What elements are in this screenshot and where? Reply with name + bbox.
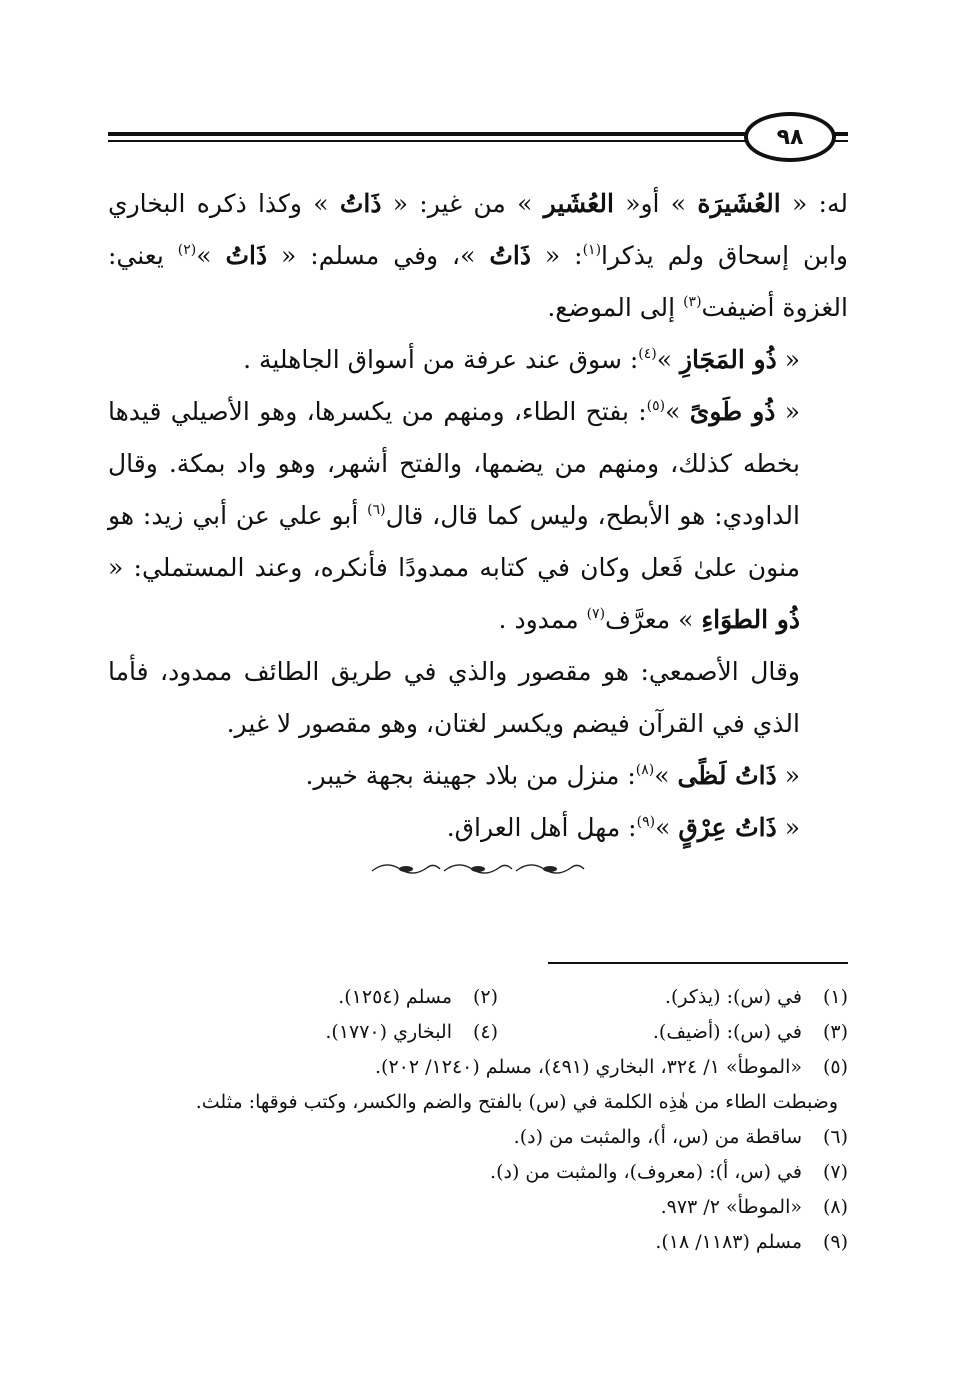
footnote-ref: (٨) [635, 762, 655, 778]
ornament-divider-icon [368, 858, 588, 880]
header-rule-thin [108, 140, 748, 142]
footnote-5-continuation: وضبطت الطاء من هٰذِه الكلمة في (س) بالفتح والضم والكسر، وكتب فوقها: مثلث. [195, 1091, 838, 1113]
paragraph-asmai: وقال الأصمعي: هو مقصور والذي في طريق الطائف ممدود، فأما الذي في القرآن فيضم ويكسر لغتان، وهو مقصور لا غير. [108, 657, 800, 738]
footnote-7: (٧) في (س، أ): (معروف)، والمثبت من (د). [490, 1161, 848, 1183]
main-text [108, 178, 848, 854]
footnote-9: (٩) مسلم (١١٨٣/ ١٨). [655, 1231, 848, 1253]
footnote-ref: (٧) [586, 606, 606, 622]
paragraph-1: له: « العُشَيرَة » أو« العُشَير » من غير: « ذَاتُ » وكذا ذكره البخاري وابن إسحاق ولم يذكرا$^{(١)}$: « ذَاتُ »، وفي مسلم: « ذَاتُ »$^{(٢)}$ يعني: الغزوة أضيفت$^{(٣)}$ إلى الموضع. [108, 189, 848, 322]
page-number-badge [744, 112, 836, 162]
footnote-row [108, 980, 848, 1015]
paragraph-dhu-tuwa: « ذُو طَوىً »$^{(٥)}$: بفتح الطاء، ومنهم من يكسرها، وهو الأصيلي قيدها بخطه كذلك، ومنهم من يضمها، والفتح أشهر، وهو واد بمكة. وقال الداودي: هو الأبطح، وليس كما قال، قال$^{(٦)}$ أبو علي عن أبي زيد: هو منون علىٰ فَعل وكان في كتابه ممدودًا فأنكره، وعند المستملي: « ذُو الطوَاءِ » معرَّف$^{(٧)}$ ممدود . [108, 397, 801, 634]
footnote-ref: (٤) [638, 346, 657, 362]
footnotes [108, 980, 848, 1260]
footnote-ref: (٢) [177, 242, 197, 258]
footnote-3: (٣) في (س): (أضيف). [652, 1021, 848, 1043]
footnote-4: (٤) البخاري (١٧٧٠). [325, 1021, 498, 1043]
footnote-ref: (٥) [646, 398, 666, 414]
paragraph-dhat-laza: « ذَاتُ لَظًى »$^{(٨)}$: منزل من بلاد جهينة بجهة خيبر. [305, 761, 800, 790]
page-number: ٩٨ [776, 124, 804, 150]
footnote-row [108, 1015, 848, 1050]
footnote-ref: (٣) [683, 294, 702, 310]
footnote-5: (٥) «الموطأ» ١/ ٣٢٤، البخاري (٤٩١)، مسلم (١٢٤٠/ ٢٠٢). [375, 1056, 848, 1078]
footnote-ref: (٩) [636, 814, 656, 830]
paragraph-dhat-irq: « ذَاتُ عِرْقٍ »$^{(٩)}$: مهل أهل العراق. [446, 813, 800, 842]
page-header [108, 112, 848, 164]
paragraph-dhul-majaz: « ذُو المَجَازِ »$^{(٤)}$: سوق عند عرفة من أسواق الجاهلية . [243, 345, 800, 374]
footnote-separator [548, 962, 848, 964]
footnote-6: (٦) ساقطة من (س، أ)، والمثبت من (د). [513, 1126, 848, 1148]
footnote-1: (١) في (س): (يذكر). [664, 986, 848, 1008]
footnote-8: (٨) «الموطأ» ٢/ ٩٧٣. [660, 1196, 848, 1218]
header-rule-thick [108, 132, 748, 136]
footnote-2: (٢) مسلم (١٢٥٤). [338, 986, 498, 1008]
footnote-ref: (١) [582, 242, 602, 258]
footnote-ref: (٦) [367, 502, 386, 518]
